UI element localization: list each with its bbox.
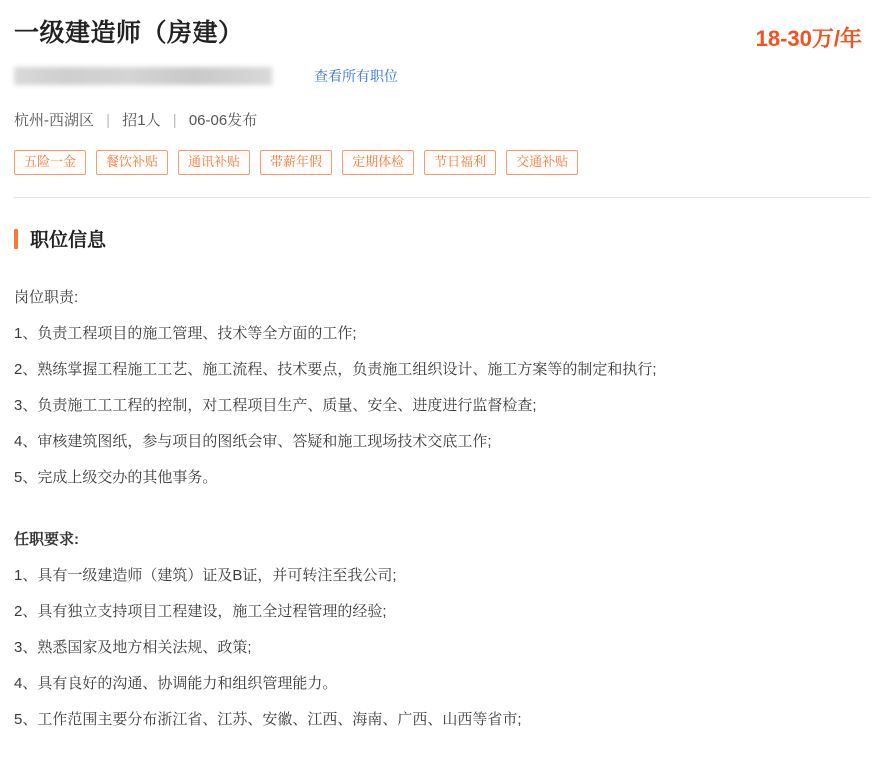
meta-publish-date: 06-06发布 — [188, 112, 258, 129]
requirement-item: 2、具有独立支持项目工程建设，施工全过程管理的经验; — [14, 603, 387, 621]
meta-separator-2: | — [172, 112, 177, 129]
duties-heading: 岗位职责: — [14, 289, 79, 307]
benefit-tag: 交通补贴 — [506, 150, 578, 175]
duty-item: 4、审核建筑图纸，参与项目的图纸会审、答疑和施工现场技术交底工作; — [14, 433, 492, 451]
job-info-content — [14, 280, 870, 738]
duty-item: 1、负责工程项目的施工管理、技术等全方面的工作; — [14, 325, 357, 343]
duty-item: 3、负责施工工工程的控制，对工程项目生产、质量、安全、进度进行监督检查; — [14, 397, 537, 415]
requirements-heading: 任职要求: — [14, 531, 79, 549]
section-divider — [14, 197, 870, 198]
section-accent-bar — [14, 229, 18, 249]
benefit-tag: 五险一金 — [14, 150, 86, 175]
salary-label: 18-30万/年 — [755, 26, 862, 51]
benefit-tags — [14, 150, 870, 175]
view-all-positions-link[interactable]: 查看所有职位 — [314, 68, 398, 84]
benefit-tag: 定期体检 — [342, 150, 414, 175]
benefit-tag: 带薪年假 — [260, 150, 332, 175]
benefit-tag: 通讯补贴 — [178, 150, 250, 175]
duty-item: 2、熟练掌握工程施工工艺、施工流程、技术要点，负责施工组织设计、施工方案等的制定和执行; — [14, 361, 657, 379]
company-name-masked — [14, 67, 272, 85]
requirement-item: 3、熟悉国家及地方相关法规、政策; — [14, 639, 252, 657]
benefit-tag: 节日福利 — [424, 150, 496, 175]
header — [14, 0, 870, 53]
duty-item: 5、完成上级交办的其他事务。 — [14, 469, 218, 487]
company-row — [14, 65, 870, 87]
benefit-tag: 餐饮补贴 — [96, 150, 168, 175]
requirement-item: 1、具有一级建造师（建筑）证及B证，并可转注至我公司; — [14, 567, 397, 585]
meta-location: 杭州-西湖区 — [14, 112, 94, 129]
section-title: 职位信息 — [30, 230, 107, 252]
requirement-item: 5、工作范围主要分布浙江省、江苏、安徽、江西、海南、广西、山西等省市; — [14, 711, 522, 729]
meta-separator-1: | — [106, 112, 111, 129]
content-spacer — [14, 496, 870, 522]
job-meta — [14, 109, 870, 130]
meta-headcount: 招1人 — [122, 112, 161, 129]
page-title: 一级建造师（房建） — [14, 19, 244, 47]
section-header-job-info — [14, 225, 870, 252]
requirement-item: 4、具有良好的沟通、协调能力和组织管理能力。 — [14, 675, 338, 693]
